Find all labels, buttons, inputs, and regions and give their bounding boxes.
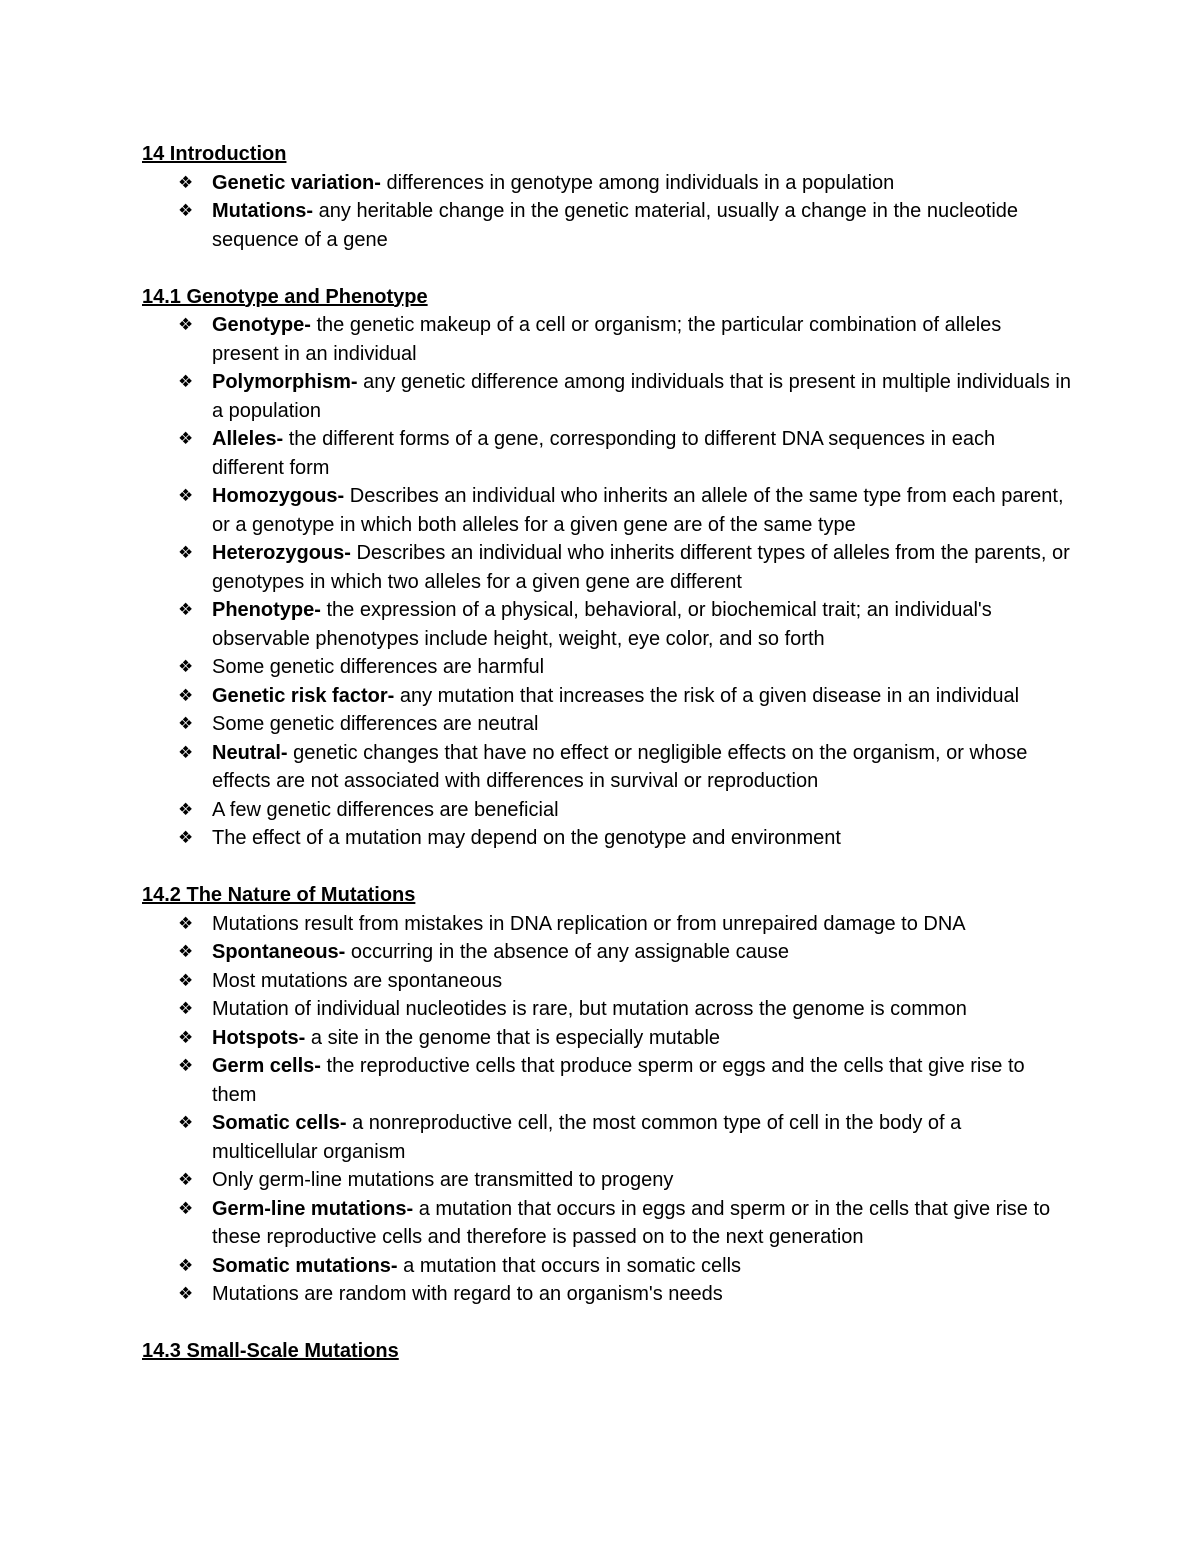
- bullet-list: [142, 169, 1072, 255]
- diamond-bullet-icon: ❖: [178, 913, 194, 934]
- diamond-bullet-icon: ❖: [178, 1198, 194, 1219]
- list-item: [142, 197, 1072, 254]
- list-item: [142, 682, 1072, 711]
- list-item: [142, 1052, 1072, 1109]
- list-item: [142, 1195, 1072, 1252]
- list-item: [142, 169, 1072, 198]
- bullet-list: [142, 910, 1072, 1309]
- section-heading: 14.1 Genotype and Phenotype: [142, 285, 428, 308]
- list-item: [142, 482, 1072, 539]
- term: Homozygous-: [212, 485, 345, 507]
- section: [142, 283, 1072, 853]
- list-item: [142, 425, 1072, 482]
- term: Neutral-: [212, 741, 288, 764]
- list-item: [142, 653, 1072, 682]
- diamond-bullet-icon: ❖: [178, 1284, 194, 1304]
- definition-text: the expression of a physical, behavioral, or biochemical trait; an individual's observable phenotypes include height, weight, eye color, and so forth: [212, 599, 992, 650]
- diamond-bullet-icon: ❖: [178, 372, 194, 392]
- list-item: [142, 1280, 1072, 1309]
- definition-text: the different forms of a gene, corresponding to different DNA sequences in each different form: [212, 428, 996, 479]
- definition-text: a mutation that occurs in eggs and sperm or in the cells that give rise to these reproductive cells and therefore is passed on to the next generation: [212, 1197, 1051, 1248]
- list-item: [142, 368, 1072, 425]
- diamond-bullet-icon: ❖: [178, 1056, 194, 1076]
- section: [142, 140, 1072, 254]
- section: [142, 881, 1072, 1309]
- definition-text: differences in genotype among individuals in a population: [380, 171, 895, 194]
- diamond-bullet-icon: ❖: [178, 1255, 194, 1276]
- list-item: [142, 824, 1072, 853]
- diamond-bullet-icon: ❖: [178, 1170, 194, 1190]
- definition-text: occurring in the absence of any assignable cause: [345, 941, 789, 963]
- list-item: [142, 1252, 1072, 1281]
- diamond-bullet-icon: ❖: [178, 429, 194, 449]
- list-item: [142, 710, 1072, 739]
- diamond-bullet-icon: ❖: [178, 970, 194, 991]
- section: [142, 1337, 1072, 1366]
- term: Phenotype-: [212, 599, 321, 621]
- list-item: [142, 596, 1072, 653]
- diamond-bullet-icon: ❖: [178, 714, 194, 734]
- term: Hotspots-: [212, 1026, 306, 1049]
- definition-text: any heritable change in the genetic material, usually a change in the nucleotide sequence of a gene: [212, 200, 1019, 251]
- term: Somatic mutations-: [212, 1254, 398, 1277]
- definition-text: any genetic difference among individuals that is present in multiple individuals in a population: [212, 371, 1071, 422]
- list-item: [142, 1109, 1072, 1166]
- section-heading: 14.2 The Nature of Mutations: [142, 884, 416, 906]
- definition-text: The effect of a mutation may depend on the genotype and environment: [212, 827, 841, 849]
- diamond-bullet-icon: ❖: [178, 600, 194, 620]
- bullet-list: [142, 311, 1072, 853]
- document-body: [142, 140, 1072, 1394]
- list-item: [142, 938, 1072, 967]
- diamond-bullet-icon: ❖: [178, 742, 194, 763]
- list-item: [142, 1024, 1072, 1053]
- term: Heterozygous-: [212, 542, 351, 564]
- definition-text: Some genetic differences are harmful: [212, 656, 545, 678]
- diamond-bullet-icon: ❖: [178, 685, 194, 706]
- diamond-bullet-icon: ❖: [178, 828, 194, 848]
- definition-text: Mutations result from mistakes in DNA replication or from unrepaired damage to DNA: [212, 912, 966, 935]
- list-item: [142, 995, 1072, 1024]
- diamond-bullet-icon: ❖: [178, 172, 194, 193]
- term: Alleles-: [212, 428, 284, 450]
- definition-text: A few genetic differences are beneficial: [212, 798, 559, 821]
- term: Polymorphism-: [212, 371, 358, 393]
- section-heading: 14 Introduction: [142, 143, 287, 165]
- definition-text: Only germ-line mutations are transmitted to progeny: [212, 1169, 674, 1191]
- term: Somatic cells-: [212, 1112, 347, 1134]
- diamond-bullet-icon: ❖: [178, 315, 194, 335]
- definition-text: any mutation that increases the risk of a given disease in an individual: [394, 684, 1020, 707]
- term: Germ cells-: [212, 1055, 321, 1077]
- definition-text: Describes an individual who inherits different types of alleles from the parents, or genotypes in which two alleles for a given gene are different: [212, 542, 1070, 593]
- term: Genotype-: [212, 314, 311, 336]
- definition-text: Mutations are random with regard to an organism's needs: [212, 1283, 723, 1305]
- term: Spontaneous-: [212, 941, 346, 963]
- diamond-bullet-icon: ❖: [178, 1113, 194, 1133]
- definition-text: a mutation that occurs in somatic cells: [397, 1254, 742, 1277]
- section-heading: 14.3 Small-Scale Mutations: [142, 1340, 399, 1362]
- list-item: [142, 967, 1072, 996]
- term: Germ-line mutations-: [212, 1197, 414, 1220]
- definition-text: genetic changes that have no effect or negligible effects on the organism, or whose effects are not associated with differences in survival or reproduction: [212, 741, 1028, 792]
- diamond-bullet-icon: ❖: [178, 1027, 194, 1048]
- definition-text: Mutation of individual nucleotides is rare, but mutation across the genome is common: [212, 998, 967, 1020]
- definition-text: the genetic makeup of a cell or organism; the particular combination of alleles present in an individual: [212, 314, 1002, 365]
- definition-text: a site in the genome that is especially mutable: [305, 1026, 721, 1049]
- list-item: [142, 539, 1072, 596]
- diamond-bullet-icon: ❖: [178, 486, 194, 506]
- term: Mutations-: [212, 200, 314, 222]
- definition-text: Some genetic differences are neutral: [212, 713, 539, 735]
- definition-text: a nonreproductive cell, the most common type of cell in the body of a multicellular organism: [212, 1112, 962, 1163]
- diamond-bullet-icon: ❖: [178, 543, 194, 563]
- definition-text: Describes an individual who inherits an allele of the same type from each parent, or a genotype in which both alleles for a given gene are of the same type: [212, 485, 1064, 536]
- list-item: [142, 796, 1072, 825]
- diamond-bullet-icon: ❖: [178, 999, 194, 1019]
- diamond-bullet-icon: ❖: [178, 942, 194, 962]
- list-item: [142, 311, 1072, 368]
- diamond-bullet-icon: ❖: [178, 799, 194, 820]
- list-item: [142, 1166, 1072, 1195]
- list-item: [142, 910, 1072, 939]
- term: Genetic variation-: [212, 171, 381, 194]
- definition-text: Most mutations are spontaneous: [212, 969, 503, 992]
- term: Genetic risk factor-: [212, 684, 395, 707]
- diamond-bullet-icon: ❖: [178, 657, 194, 677]
- diamond-bullet-icon: ❖: [178, 201, 194, 221]
- definition-text: the reproductive cells that produce sperm or eggs and the cells that give rise to them: [212, 1055, 1025, 1106]
- list-item: [142, 739, 1072, 796]
